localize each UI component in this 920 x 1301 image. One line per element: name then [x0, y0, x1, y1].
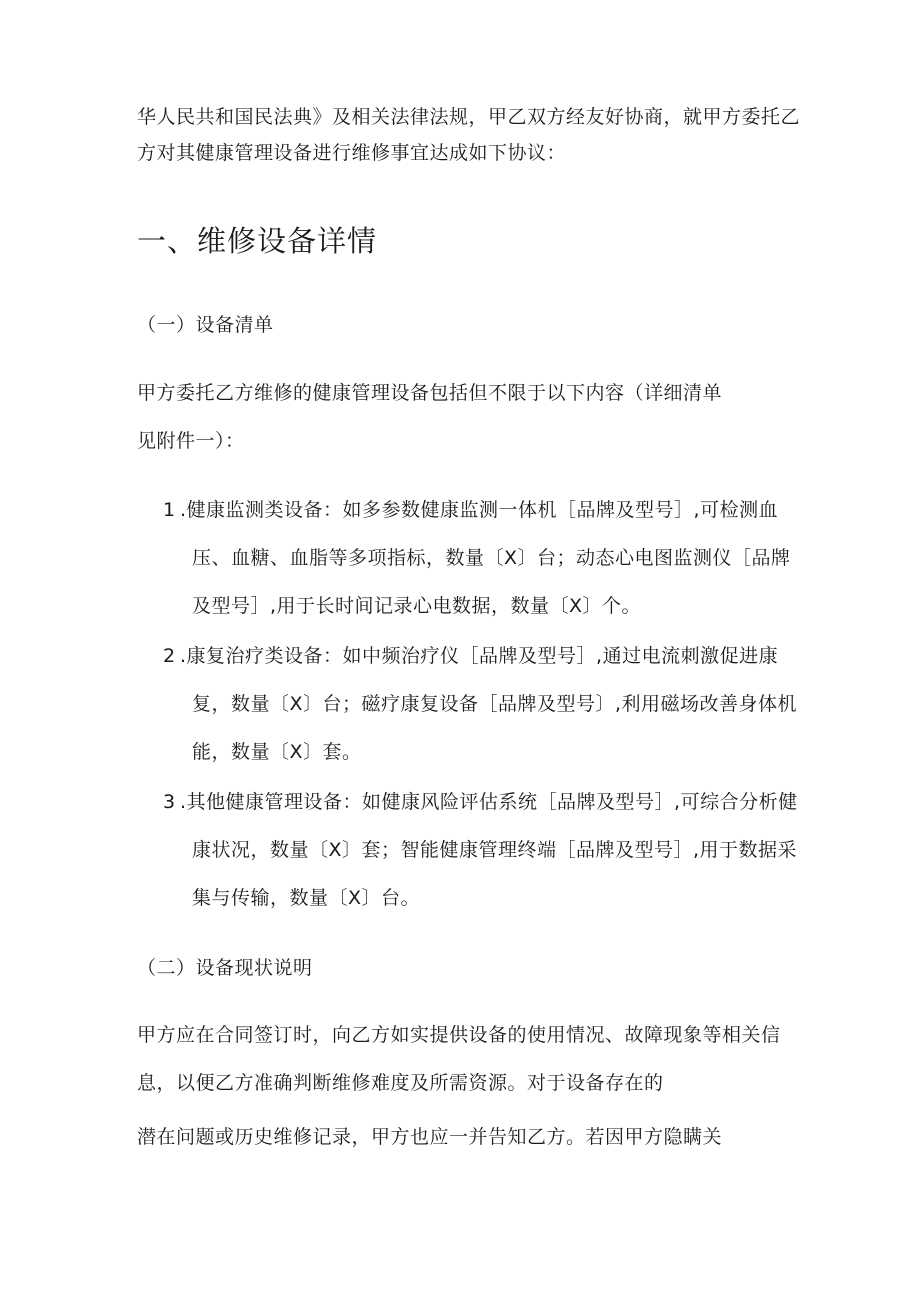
list-item-line: 压、血糖、血脂等多项指标，数量〔X〕台；动态心电图监测仪［品牌	[192, 547, 791, 569]
list-item-line: .康复治疗类设备：如中频治疗仪［品牌及型号］,通过电流刺激促进康	[180, 645, 779, 667]
paragraph-line: 潜在问题或历史维修记录，甲方也应一并告知乙方。若因甲方隐瞒关	[137, 1126, 723, 1148]
list-number: 2	[163, 645, 176, 667]
list-number: 1	[163, 499, 176, 521]
intro-line-2: 方对其健康管理设备进行维修事宜达成如下协议：	[137, 142, 567, 164]
section-heading-1: 一、维修设备详情	[137, 224, 378, 258]
intro-line-1: 华人民共和国民法典》及相关法律法规，甲乙双方经友好协商，就甲方委托乙	[137, 106, 801, 128]
list-item-line: .健康监测类设备：如多参数健康监测一体机［品牌及型号］,可检测血	[180, 499, 779, 521]
list-item-line: .其他健康管理设备：如健康风险评估系统［品牌及型号］,可综合分析健	[180, 791, 798, 813]
subsection-title-2: （二）设备现状说明	[137, 957, 313, 979]
list-item-line: 复，数量〔X〕台；磁疗康复设备［品牌及型号〕,利用磁场改善身体机	[192, 693, 798, 715]
paragraph-line: 见附件一）：	[137, 430, 245, 452]
list-item-line: 康状况，数量〔X〕套；智能健康管理终端［品牌及型号］,用于数据采	[192, 839, 798, 861]
list-item-line: 及型号］,用于长时间记录心电数据，数量〔X〕个。	[192, 595, 642, 617]
list-number: 3	[163, 791, 176, 813]
paragraph-line: 甲方委托乙方维修的健康管理设备包括但不限于以下内容（详细清单	[137, 382, 723, 404]
paragraph-line: 息，以便乙方准确判断维修难度及所需资源。对于设备存在的	[137, 1072, 664, 1094]
list-item-line: 能，数量〔X〕套。	[192, 741, 362, 763]
subsection-title-1: （一）设备清单	[137, 314, 274, 336]
list-item-line: 集与传输，数量〔X〕台。	[192, 887, 421, 909]
paragraph-line: 甲方应在合同签订时，向乙方如实提供设备的使用情况、故障现象等相关信	[137, 1024, 781, 1046]
